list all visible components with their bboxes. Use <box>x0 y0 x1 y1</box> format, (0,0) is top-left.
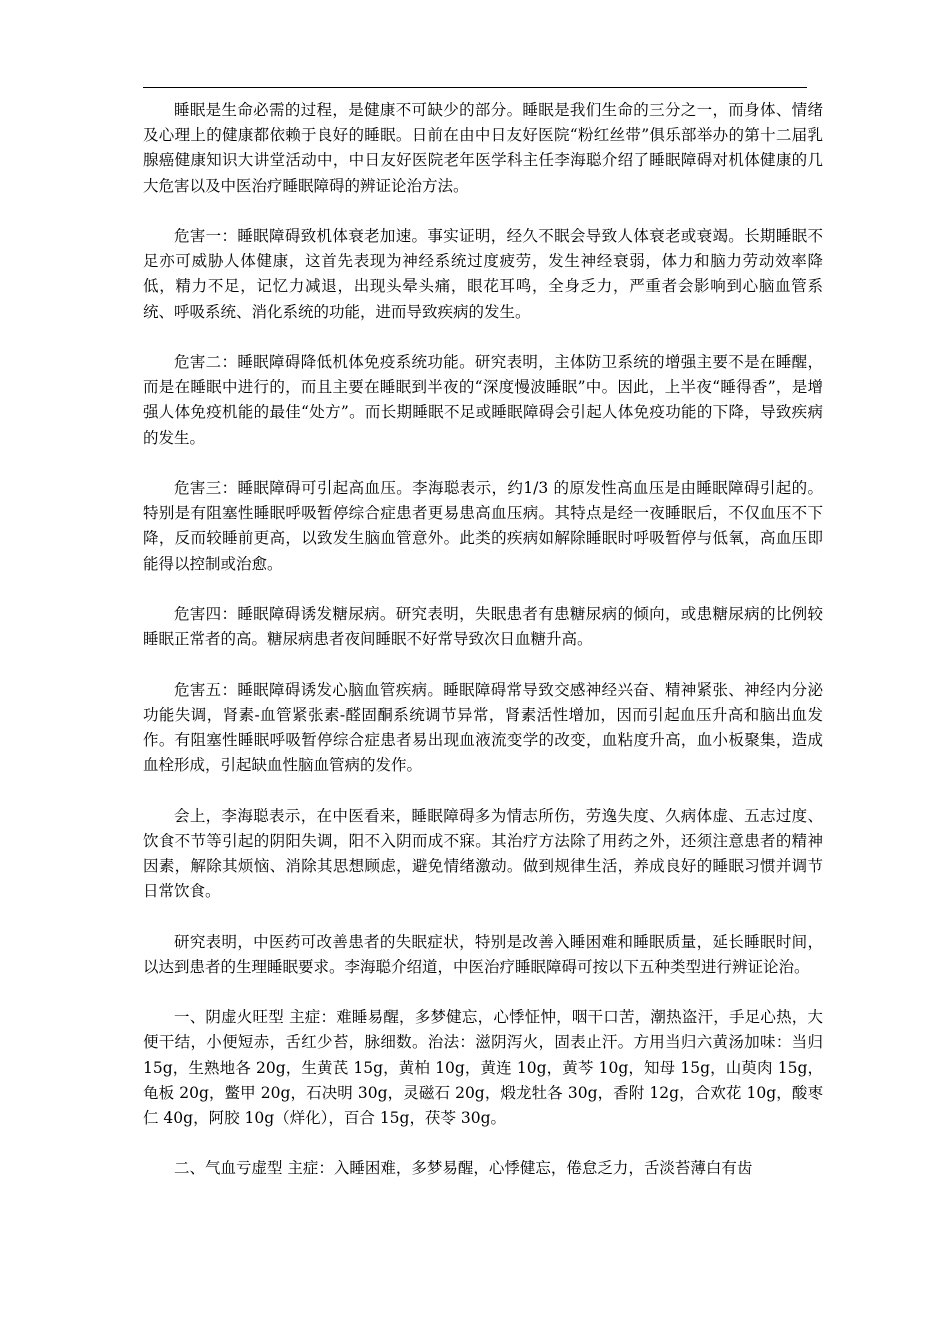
paragraph-harm-5: 危害五：睡眠障碍诱发心脑血管疾病。睡眠障碍常导致交感神经兴奋、精神紧张、神经内分泌功能失调，肾素-血管紧张素-醛固酮系统调节异常，肾素活性增加，因而引起血压升高和脑出血发作。有阻塞性睡眠呼吸暂停综合症患者易出现血液流变学的改变，血粘度升高，血小板聚集，造成血栓形成，引起缺血性脑血管病的发作。 <box>143 680 823 775</box>
paragraph-research: 研究表明，中医药可改善患者的失眠症状，特别是改善入睡困难和睡眠质量，延长睡眠时间，以达到患者的生理睡眠要求。李海聪介绍道，中医治疗睡眠障碍可按以下五种类型进行辨证论治。 <box>143 932 823 976</box>
paragraph-intro: 睡眠是生命必需的过程，是健康不可缺少的部分。睡眠是我们生命的三分之一，而身体、情绪及心理上的健康都依赖于良好的睡眠。日前在由中日友好医院“粉红丝带”俱乐部举办的第十二届乳腺癌健康知识大讲堂活动中，中日友好医院老年医学科主任李海聪介绍了睡眠障碍对机体健康的几大危害以及中医治疗睡眠障碍的辨证论治方法。 <box>143 101 823 195</box>
paragraph-type-1: 一、阴虚火旺型 主症：难睡易醒，多梦健忘，心悸怔忡，咽干口苦，潮热盗汗，手足心热，大便干结，小便短赤，舌红少苔，脉细数。治法：滋阴泻火，固表止汗。方用当归六黄汤加味：当归 15g，生熟地各 20g，生黄芪 15g，黄柏 10g，黄连 10g，黄芩 10g，知母 15g，山萸肉 15g，龟板 20g，鳖甲 20g，石决明 30g，灵磁石 20g，煅龙牡各 30g，香附 12g，合欢花 10g，酸枣仁 40g，阿胶 10g（烊化），百合 15g，茯苓 30g。 <box>143 1008 823 1127</box>
paragraph-harm-3: 危害三：睡眠障碍可引起高血压。李海聪表示，约1/3 的原发性高血压是由睡眠障碍引起的。特别是有阻塞性睡眠呼吸暂停综合症患者更易患高血压病。其特点是经一夜睡眠后，不仅血压不下降，反而较睡前更高，以致发生脑血管意外。此类的疾病如解除睡眠时呼吸暂停与低氧，高血压即能得以控制或治愈。 <box>143 479 823 573</box>
paragraph-harm-1: 危害一：睡眠障碍致机体衰老加速。事实证明，经久不眠会导致人体衰老或衰竭。长期睡眠不足亦可威胁人体健康，这首先表现为神经系统过度疲劳，发生神经衰弱，体力和脑力劳动效率降低，精力不足，记忆力减退，出现头晕头痛，眼花耳鸣，全身乏力，严重者会影响到心脑血管系统、呼吸系统、消化系统的功能，进而导致疾病的发生。 <box>143 227 823 321</box>
paragraph-harm-4: 危害四：睡眠障碍诱发糖尿病。研究表明，失眠患者有患糖尿病的倾向，或患糖尿病的比例较睡眠正常者的高。糖尿病患者夜间睡眠不好常导致次日血糖升高。 <box>143 605 823 649</box>
header-rule <box>143 87 807 88</box>
article-body <box>143 98 823 1207</box>
paragraph-harm-2: 危害二：睡眠障碍降低机体免疫系统功能。研究表明，主体防卫系统的增强主要不是在睡醒，而是在睡眠中进行的，而且主要在睡眠到半夜的“深度慢波睡眠”中。因此，上半夜“睡得香”，是增强人体免疫机能的最佳“处方”。而长期睡眠不足或睡眠障碍会引起人体免疫功能的下降，导致疾病的发生。 <box>143 353 823 447</box>
paragraph-tcm-view: 会上，李海聪表示，在中医看来，睡眠障碍多为情志所伤，劳逸失度、久病体虚、五志过度、饮食不节等引起的阴阳失调，阳不入阴而成不寐。其治疗方法除了用药之外，还须注意患者的精神因素，解除其烦恼、消除其思想顾虑，避免情绪激动。做到规律生活，养成良好的睡眠习惯并调节日常饮食。 <box>143 806 823 901</box>
paragraph-type-2: 二、气血亏虚型 主症：入睡困难，多梦易醒，心悸健忘，倦怠乏力，舌淡苔薄白有齿 <box>174 1159 753 1178</box>
